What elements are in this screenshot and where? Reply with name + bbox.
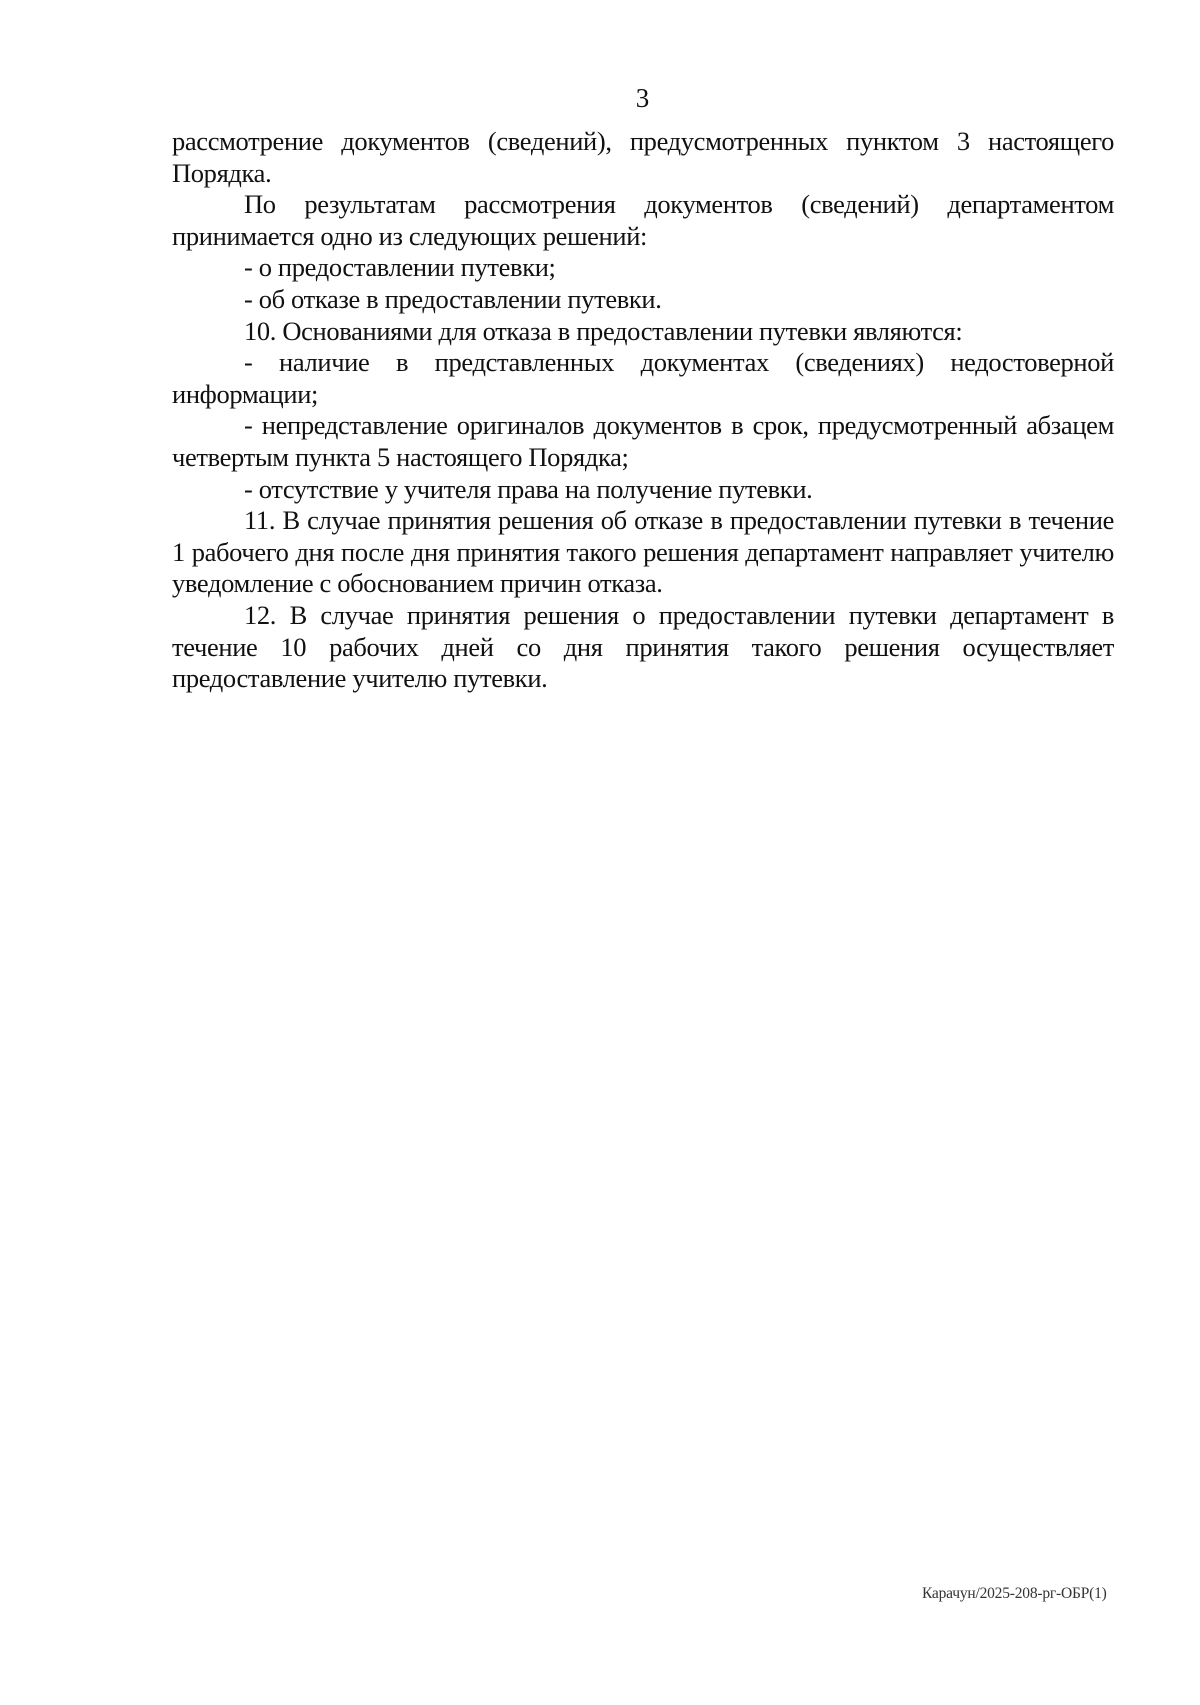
paragraph-review-documents: рассмотрение документов (сведений), предусмотренных пунктом 3 настоящего Порядка. (172, 126, 1114, 188)
paragraph-10-refusal-grounds: 10. Основаниями для отказа в предоставлении путевки являются: (244, 315, 963, 346)
list-item-originals-not-provided: - непредставление оригиналов документов в срок, предусмотренный абзацем четвертым пункта 5 настоящего Порядка; (172, 410, 1114, 472)
list-item-refuse-voucher: - об отказе в предоставлении путевки. (244, 283, 662, 314)
document-body (172, 126, 1114, 695)
paragraph-12-grant-voucher: 12. В случае принятия решения о предоставлении путевки департамент в течение 10 рабочих дней со дня принятия такого решения осуществляет предоставление учителю путевки. (172, 599, 1114, 694)
paragraph-11-refusal-notice: 11. В случае принятия решения об отказе в предоставлении путевки в течение 1 рабочего дня после дня принятия такого решения департамент направляет учителю уведомление с обоснованием причин отказа. (172, 505, 1114, 599)
list-item-grant-voucher: - о предоставлении путевки; (244, 252, 556, 283)
page-number: 3 (635, 83, 650, 113)
list-item-no-right: - отсутствие у учителя права на получение путевки. (244, 473, 813, 504)
document-code-footer: Карачун/2025-208-рг-ОБР(1) (922, 1585, 1107, 1602)
list-item-unreliable-info: - наличие в представленных документах (сведениях) недостоверной информации; (172, 347, 1114, 409)
paragraph-decision-intro: По результатам рассмотрения документов (сведений) департаментом принимается одно из следующих решений: (172, 189, 1114, 251)
